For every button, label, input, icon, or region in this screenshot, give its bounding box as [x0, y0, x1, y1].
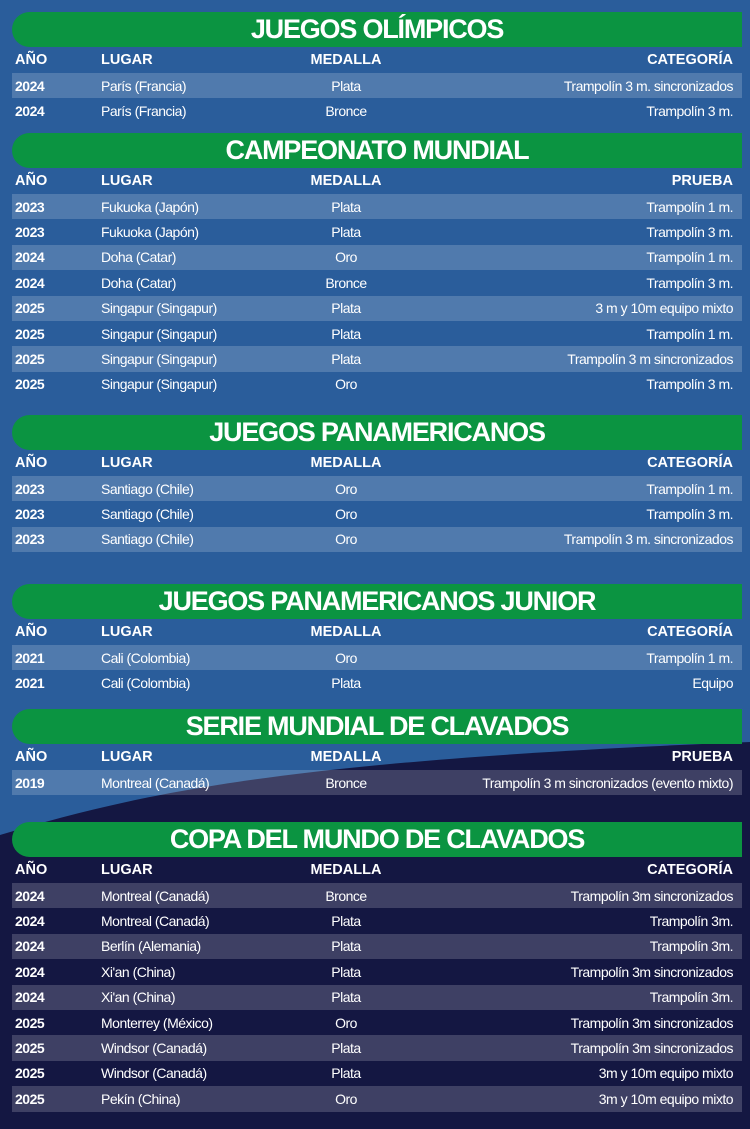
cell-medal: Plata — [331, 351, 361, 368]
cell-medal: Plata — [331, 1065, 361, 1082]
header-category: PRUEBA — [671, 749, 733, 765]
cell-place: Pekín (China) — [101, 1090, 181, 1107]
cell-category: Trampolín 1 m. — [646, 480, 733, 497]
section — [12, 584, 742, 696]
table-row — [12, 98, 742, 123]
cell-year: 2023 — [15, 480, 45, 497]
cell-medal: Plata — [331, 224, 361, 241]
table-row — [12, 670, 742, 695]
cell-place: Singapur (Singapur) — [101, 351, 217, 368]
column-headers — [12, 450, 742, 476]
cell-medal: Oro — [335, 1014, 357, 1031]
cell-year: 2024 — [15, 938, 45, 955]
table-row — [12, 372, 742, 397]
cell-medal: Plata — [331, 963, 361, 980]
cell-year: 2025 — [15, 1014, 45, 1031]
cell-place: Doha (Catar) — [101, 249, 176, 266]
cell-year: 2024 — [15, 963, 45, 980]
header-year: AÑO — [15, 749, 48, 765]
cell-year: 2025 — [15, 1090, 45, 1107]
cell-place: Windsor (Canadá) — [101, 1040, 207, 1057]
section-title: JUEGOS PANAMERICANOS JUNIOR — [12, 584, 742, 619]
cell-medal: Oro — [335, 649, 357, 666]
cell-category: Trampolín 3 m. — [646, 274, 733, 291]
table-row — [12, 73, 742, 98]
header-category: CATEGORÍA — [647, 624, 733, 640]
cell-category: Trampolín 3 m. — [646, 506, 733, 523]
cell-place: Montreal (Canadá) — [101, 913, 210, 930]
cell-medal: Plata — [331, 913, 361, 930]
cell-medal: Plata — [331, 77, 361, 94]
column-headers — [12, 619, 742, 645]
header-year: AÑO — [15, 455, 48, 471]
cell-medal: Bronce — [325, 887, 367, 904]
cell-medal: Plata — [331, 300, 361, 317]
cell-medal: Bronce — [325, 774, 367, 791]
cell-medal: Plata — [331, 675, 361, 692]
cell-year: 2025 — [15, 351, 45, 368]
cell-place: París (Francia) — [101, 103, 187, 120]
cell-year: 2024 — [15, 989, 45, 1006]
table-row — [12, 270, 742, 295]
cell-medal: Plata — [331, 1040, 361, 1057]
cell-place: Doha (Catar) — [101, 274, 176, 291]
section-title: JUEGOS OLÍMPICOS — [12, 12, 742, 47]
cell-category: Trampolín 1 m. — [646, 325, 733, 342]
section-title: JUEGOS PANAMERICANOS — [12, 415, 742, 450]
cell-category: Trampolín 3 m. sincronizados — [563, 531, 733, 548]
cell-year: 2021 — [15, 675, 45, 692]
cell-year: 2023 — [15, 531, 45, 548]
table-row — [12, 245, 742, 270]
cell-category: Trampolín 3 m sincronizados — [567, 351, 733, 368]
cell-medal: Plata — [331, 198, 361, 215]
table-row — [12, 194, 742, 219]
cell-year: 2021 — [15, 649, 45, 666]
table-row — [12, 959, 742, 984]
cell-place: Montreal (Canadá) — [101, 887, 210, 904]
section-title: CAMPEONATO MUNDIAL — [12, 133, 742, 168]
header-year: AÑO — [15, 624, 48, 640]
section-title: SERIE MUNDIAL DE CLAVADOS — [12, 709, 742, 744]
cell-year: 2025 — [15, 376, 45, 393]
table-row — [12, 908, 742, 933]
cell-year: 2025 — [15, 325, 45, 342]
header-category: CATEGORÍA — [647, 862, 733, 878]
cell-year: 2023 — [15, 198, 45, 215]
cell-medal: Oro — [335, 531, 357, 548]
cell-medal: Bronce — [325, 274, 367, 291]
header-place: LUGAR — [101, 749, 153, 765]
section — [12, 822, 742, 1112]
cell-place: Singapur (Singapur) — [101, 325, 217, 342]
cell-place: Berlín (Alemania) — [101, 938, 201, 955]
header-place: LUGAR — [101, 173, 153, 189]
section — [12, 12, 742, 124]
header-place: LUGAR — [101, 862, 153, 878]
cell-medal: Plata — [331, 989, 361, 1006]
cell-medal: Oro — [335, 1090, 357, 1107]
table-row — [12, 527, 742, 552]
table-row — [12, 645, 742, 670]
cell-category: Trampolín 3m sincronizados — [570, 1014, 733, 1031]
table-row — [12, 934, 742, 959]
table-row — [12, 321, 742, 346]
cell-place: Cali (Colombia) — [101, 649, 190, 666]
header-category: CATEGORÍA — [647, 455, 733, 471]
cell-place: Xi'an (China) — [101, 989, 175, 1006]
header-category: CATEGORÍA — [647, 52, 733, 68]
column-headers — [12, 168, 742, 194]
header-medal: MEDALLA — [310, 455, 382, 471]
table-row — [12, 476, 742, 501]
cell-category: Trampolín 1 m. — [646, 649, 733, 666]
column-headers — [12, 47, 742, 73]
cell-place: París (Francia) — [101, 77, 187, 94]
cell-category: Trampolín 3 m. — [646, 376, 733, 393]
cell-category: Trampolín 3m. — [649, 913, 733, 930]
cell-category: Trampolín 3 m sincronizados (evento mixto) — [482, 774, 733, 791]
table-row — [12, 985, 742, 1010]
cell-year: 2024 — [15, 249, 45, 266]
cell-category: Trampolín 3m. — [649, 938, 733, 955]
cell-place: Fukuoka (Japón) — [101, 198, 199, 215]
column-headers — [12, 857, 742, 883]
cell-medal: Plata — [331, 325, 361, 342]
table-row — [12, 883, 742, 908]
cell-category: Trampolín 1 m. — [646, 198, 733, 215]
header-place: LUGAR — [101, 455, 153, 471]
cell-year: 2023 — [15, 224, 45, 241]
cell-category: 3 m y 10m equipo mixto — [595, 300, 733, 317]
table-row — [12, 1086, 742, 1111]
cell-year: 2024 — [15, 887, 45, 904]
header-year: AÑO — [15, 52, 48, 68]
cell-year: 2024 — [15, 103, 45, 120]
table-row — [12, 1061, 742, 1086]
cell-medal: Oro — [335, 506, 357, 523]
cell-year: 2024 — [15, 274, 45, 291]
header-medal: MEDALLA — [310, 862, 382, 878]
cell-year: 2023 — [15, 506, 45, 523]
table-row — [12, 219, 742, 244]
section — [12, 415, 742, 552]
cell-category: Trampolín 3m sincronizados — [570, 887, 733, 904]
cell-year: 2024 — [15, 77, 45, 94]
section — [12, 709, 742, 795]
table-row — [12, 296, 742, 321]
cell-category: Trampolín 3m. — [649, 989, 733, 1006]
cell-category: Trampolín 3m sincronizados — [570, 963, 733, 980]
cell-place: Santiago (Chile) — [101, 480, 194, 497]
cell-place: Windsor (Canadá) — [101, 1065, 207, 1082]
header-medal: MEDALLA — [310, 173, 382, 189]
cell-medal: Oro — [335, 480, 357, 497]
cell-medal: Bronce — [325, 103, 367, 120]
cell-place: Cali (Colombia) — [101, 675, 190, 692]
table-row — [12, 1035, 742, 1060]
cell-category: 3m y 10m equipo mixto — [598, 1065, 733, 1082]
cell-year: 2025 — [15, 1065, 45, 1082]
cell-place: Xi'an (China) — [101, 963, 175, 980]
cell-category: Trampolín 3 m. — [646, 103, 733, 120]
cell-year: 2025 — [15, 1040, 45, 1057]
cell-medal: Oro — [335, 249, 357, 266]
header-year: AÑO — [15, 862, 48, 878]
cell-place: Santiago (Chile) — [101, 506, 194, 523]
header-medal: MEDALLA — [310, 749, 382, 765]
cell-year: 2019 — [15, 774, 45, 791]
table-row — [12, 770, 742, 795]
cell-category: Trampolín 3 m. sincronizados — [563, 77, 733, 94]
section-title: COPA DEL MUNDO DE CLAVADOS — [12, 822, 742, 857]
cell-place: Monterrey (México) — [101, 1014, 213, 1031]
cell-place: Santiago (Chile) — [101, 531, 194, 548]
column-headers — [12, 744, 742, 770]
cell-place: Singapur (Singapur) — [101, 376, 217, 393]
cell-category: Trampolín 1 m. — [646, 249, 733, 266]
header-year: AÑO — [15, 173, 48, 189]
cell-category: 3m y 10m equipo mixto — [598, 1090, 733, 1107]
cell-category: Trampolín 3 m. — [646, 224, 733, 241]
cell-place: Montreal (Canadá) — [101, 774, 210, 791]
header-medal: MEDALLA — [310, 624, 382, 640]
header-place: LUGAR — [101, 624, 153, 640]
table-row — [12, 346, 742, 371]
table-row — [12, 501, 742, 526]
cell-place: Fukuoka (Japón) — [101, 224, 199, 241]
cell-year: 2024 — [15, 913, 45, 930]
cell-medal: Oro — [335, 376, 357, 393]
cell-category: Trampolín 3m sincronizados — [570, 1040, 733, 1057]
header-place: LUGAR — [101, 52, 153, 68]
cell-medal: Plata — [331, 938, 361, 955]
section — [12, 133, 742, 397]
cell-place: Singapur (Singapur) — [101, 300, 217, 317]
header-category: PRUEBA — [671, 173, 733, 189]
cell-year: 2025 — [15, 300, 45, 317]
cell-category: Equipo — [692, 675, 733, 692]
header-medal: MEDALLA — [310, 52, 382, 68]
table-row — [12, 1010, 742, 1035]
